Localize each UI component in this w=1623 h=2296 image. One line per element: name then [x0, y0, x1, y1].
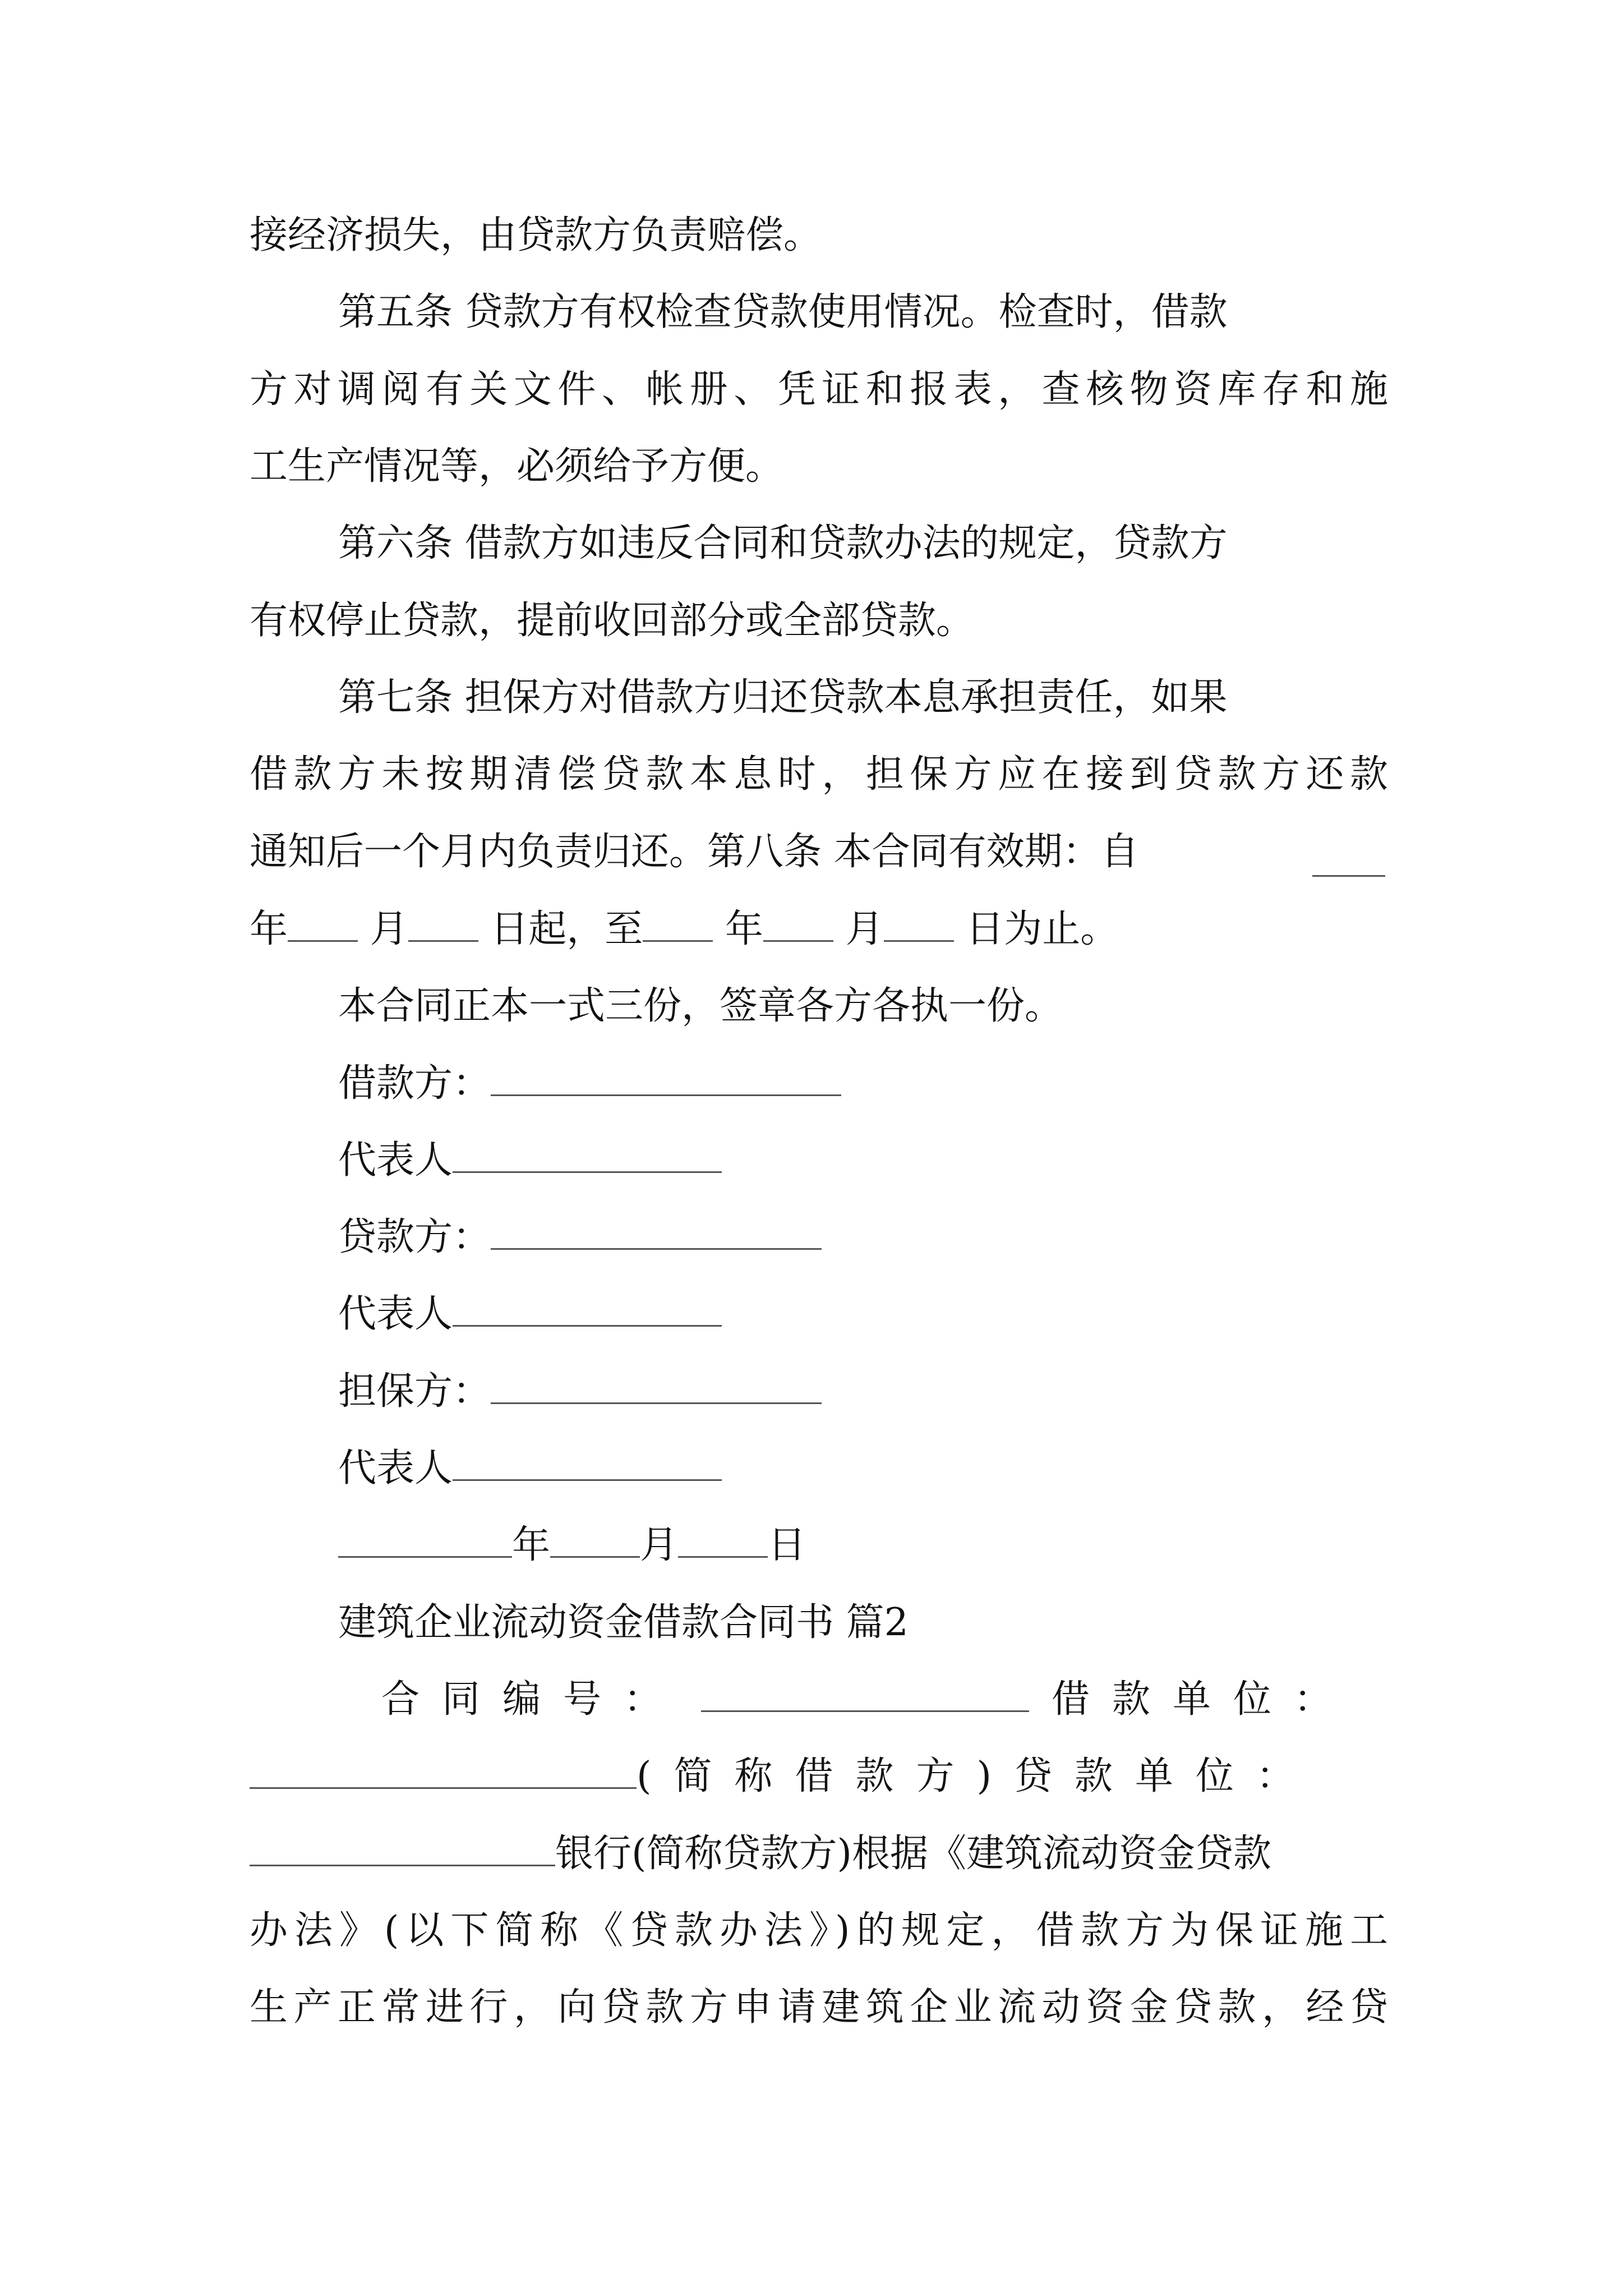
clause-5-line-1: 第五条 贷款方有权检查贷款使用情况。检查时，借款 — [338, 290, 1228, 334]
blank-field — [763, 907, 833, 942]
clause-6-line-1: 第六条 借款方如违反合同和贷款办法的规定，贷款方 — [338, 521, 1228, 565]
representative-line — [338, 1289, 1388, 1340]
borrower-unit-line — [250, 1751, 1388, 1802]
text-line: 有权停止贷款，提前收回部分或全部贷款。 — [250, 599, 975, 643]
lender-unit-line — [250, 1829, 1388, 1879]
blank-field — [491, 1061, 841, 1096]
blank-field — [884, 907, 954, 942]
label: (简称借款方)贷款单位： — [637, 1754, 1317, 1798]
text-line: 办法》(以下简称《贷款办法》)的规定，借款方为保证施工 — [250, 1908, 1388, 1953]
text-fragment: 年 — [725, 907, 763, 951]
blank-field — [453, 1446, 722, 1481]
blank-field — [250, 1754, 637, 1789]
lender-signature-line — [338, 1212, 1388, 1263]
representative-line — [338, 1135, 1388, 1186]
date-range-line — [250, 904, 1388, 955]
text-fragment: 年 — [250, 907, 288, 951]
blank-field — [491, 1369, 822, 1404]
clause-7-line-1: 第七条 担保方对借款方归还贷款本息承担责任，如果 — [338, 675, 1228, 720]
text-fragment: 日起，至 — [490, 907, 643, 951]
contract-number-line — [381, 1674, 1388, 1725]
blank-field — [408, 907, 478, 942]
text-line: 生产正常进行，向贷款方申请建筑企业流动资金贷款，经贷 — [250, 1985, 1388, 2030]
text-fragment: 月 — [370, 907, 408, 951]
text-fragment: 日 — [768, 1523, 806, 1567]
copies-line: 本合同正本一式三份，签章各方各执一份。 — [338, 984, 1063, 1028]
blank-field — [1312, 841, 1385, 877]
text-line: 接经济损失，由贷款方负责赔偿。 — [250, 213, 822, 257]
text-fragment: 月 — [640, 1523, 679, 1567]
label: 代表人 — [338, 1292, 453, 1336]
clause-8-line — [250, 827, 1315, 877]
signing-date-line — [338, 1520, 1388, 1571]
text-line: 方对调阅有关文件、帐册、凭证和报表，查核物资库存和施 — [250, 367, 1388, 412]
label: 担保方： — [338, 1369, 491, 1414]
section-heading: 建筑企业流动资金借款合同书 篇2 — [338, 1600, 909, 1645]
blank-field — [453, 1138, 722, 1173]
label: 借款单位： — [1052, 1677, 1355, 1722]
blank-field — [338, 1522, 512, 1558]
text-line: 工生产情况等，必须给予方便。 — [250, 444, 784, 489]
blank-field — [550, 1522, 640, 1558]
text-fragment: 通知后一个月内负责归还。第八条 本合同有效期：自 — [250, 830, 1139, 874]
label: 代表人 — [338, 1138, 453, 1182]
label: 贷款方： — [338, 1215, 491, 1259]
blank-field — [453, 1291, 722, 1327]
label: 合同编号： — [381, 1677, 685, 1722]
text-line: 借款方未按期清偿贷款本息时，担保方应在接到贷款方还款 — [250, 752, 1388, 797]
representative-line — [338, 1443, 1388, 1494]
guarantor-signature-line — [338, 1366, 1388, 1417]
blank-field — [288, 907, 358, 942]
blank-field — [491, 1214, 822, 1250]
blank-field — [701, 1677, 1029, 1712]
text-fragment: 银行(简称贷款方)根据《建筑流动资金贷款 — [555, 1832, 1272, 1876]
label: 借款方： — [338, 1061, 491, 1106]
text-fragment: 月 — [845, 907, 884, 951]
borrower-signature-line — [338, 1059, 1388, 1109]
text-fragment: 年 — [512, 1523, 551, 1567]
text-fragment: 日为止。 — [966, 907, 1119, 951]
blank-field — [678, 1522, 768, 1558]
blank-field — [643, 907, 713, 942]
blank-field — [250, 1831, 555, 1866]
label: 代表人 — [338, 1446, 453, 1490]
